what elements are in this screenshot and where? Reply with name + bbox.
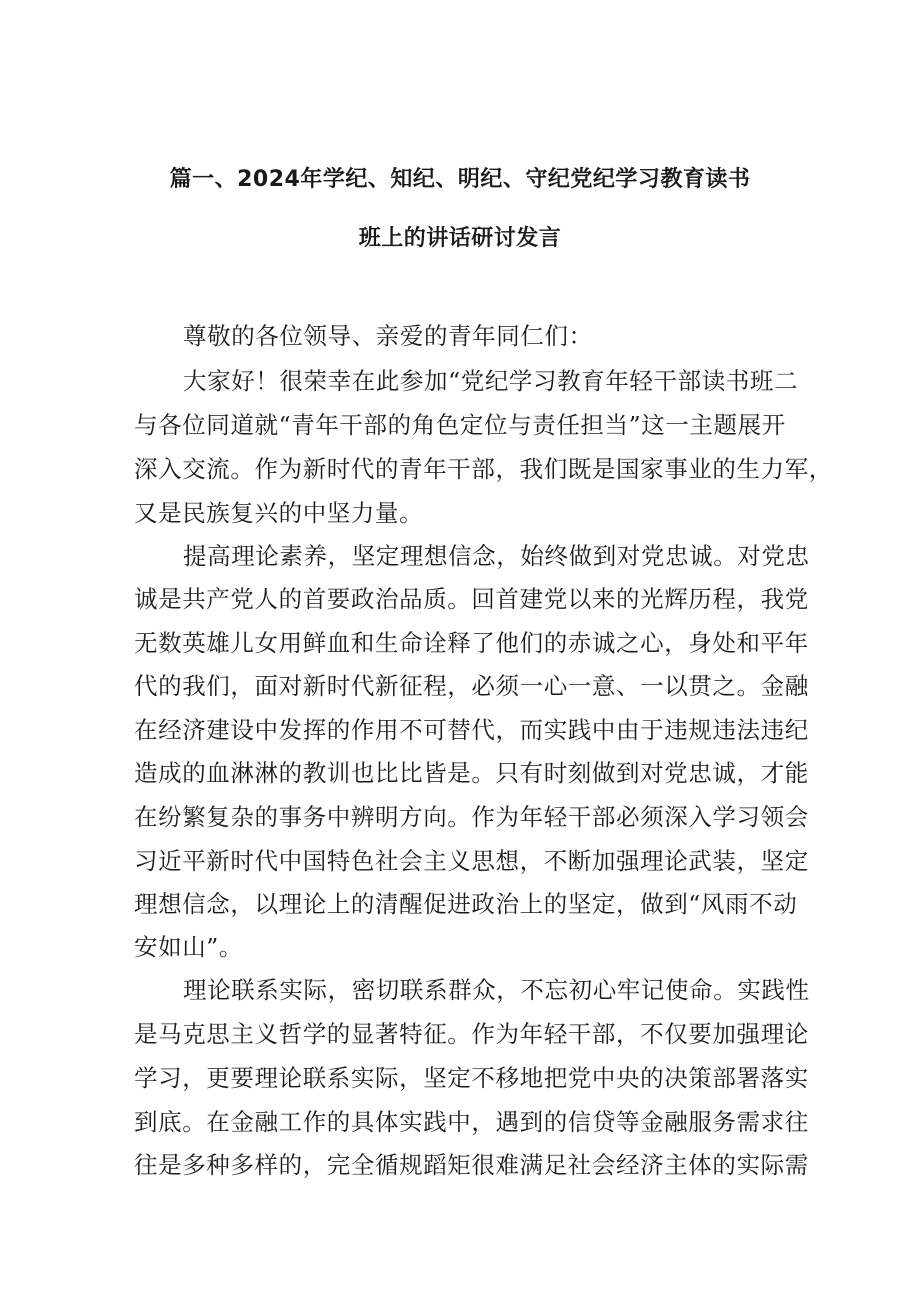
- paragraph-line: 造成的血淋淋的教训也比比皆是。只有时刻做到对党忠诚，才能: [134, 759, 809, 787]
- paragraph-line: 安如山”。: [134, 933, 244, 961]
- paragraph-line: 学习，更要理论联系实际，坚定不移地把党中央的决策部署落实: [134, 1064, 809, 1092]
- paragraph-line: 理论联系实际，密切联系群众，不忘初心牢记使命。实践性: [183, 976, 810, 1004]
- paragraph-line: 在纷繁复杂的事务中辨明方向。作为年轻干部必须深入学习领会: [134, 803, 809, 831]
- paragraph-line: 又是民族复兴的中坚力量。: [134, 499, 424, 527]
- paragraph-line: 代的我们，面对新时代新征程，必须一心一意、一以贯之。金融: [134, 672, 809, 700]
- paragraph-line: 无数英雄儿女用鲜血和生命诠释了他们的赤诚之心，身处和平年: [134, 629, 809, 657]
- paragraph-line: 是马克思主义哲学的显著特征。作为年轻干部，不仅要加强理论: [134, 1020, 809, 1048]
- salutation-line: 尊敬的各位领导、亲爱的青年同仁们：: [183, 322, 593, 350]
- paragraph-line: 与各位同道就“青年干部的角色定位与责任担当”这一主题展开: [134, 411, 786, 439]
- paragraph-line: 习近平新时代中国特色社会主义思想，不断加强理论武装，坚定: [134, 847, 809, 875]
- paragraph-line: 往是多种多样的，完全循规蹈矩很难满足社会经济主体的实际需: [134, 1151, 809, 1179]
- document-title-line-1: 篇一、2024年学纪、知纪、明纪、守纪党纪学习教育读书: [169, 167, 751, 192]
- paragraph-line: 理想信念，以理论上的清醒促进政治上的坚定，做到“风雨不动: [134, 890, 798, 918]
- paragraph-line: 在经济建设中发挥的作用不可替代，而实践中由于违规违法违纪: [134, 716, 809, 744]
- paragraph-line: 大家好！很荣幸在此参加“党纪学习教育年轻干部读书班二: [183, 367, 799, 395]
- paragraph-line: 提高理论素养，坚定理想信念，始终做到对党忠诚。对党忠: [183, 542, 810, 570]
- paragraph-line: 深入交流。作为新时代的青年干部，我们既是国家事业的生力军，: [134, 455, 833, 483]
- document-title-line-2: 班上的讲话研讨发言: [358, 226, 562, 251]
- paragraph-line: 到底。在金融工作的具体实践中，遇到的信贷等金融服务需求往: [134, 1108, 809, 1136]
- paragraph-line: 诚是共产党人的首要政治品质。回首建党以来的光辉历程，我党: [134, 585, 809, 613]
